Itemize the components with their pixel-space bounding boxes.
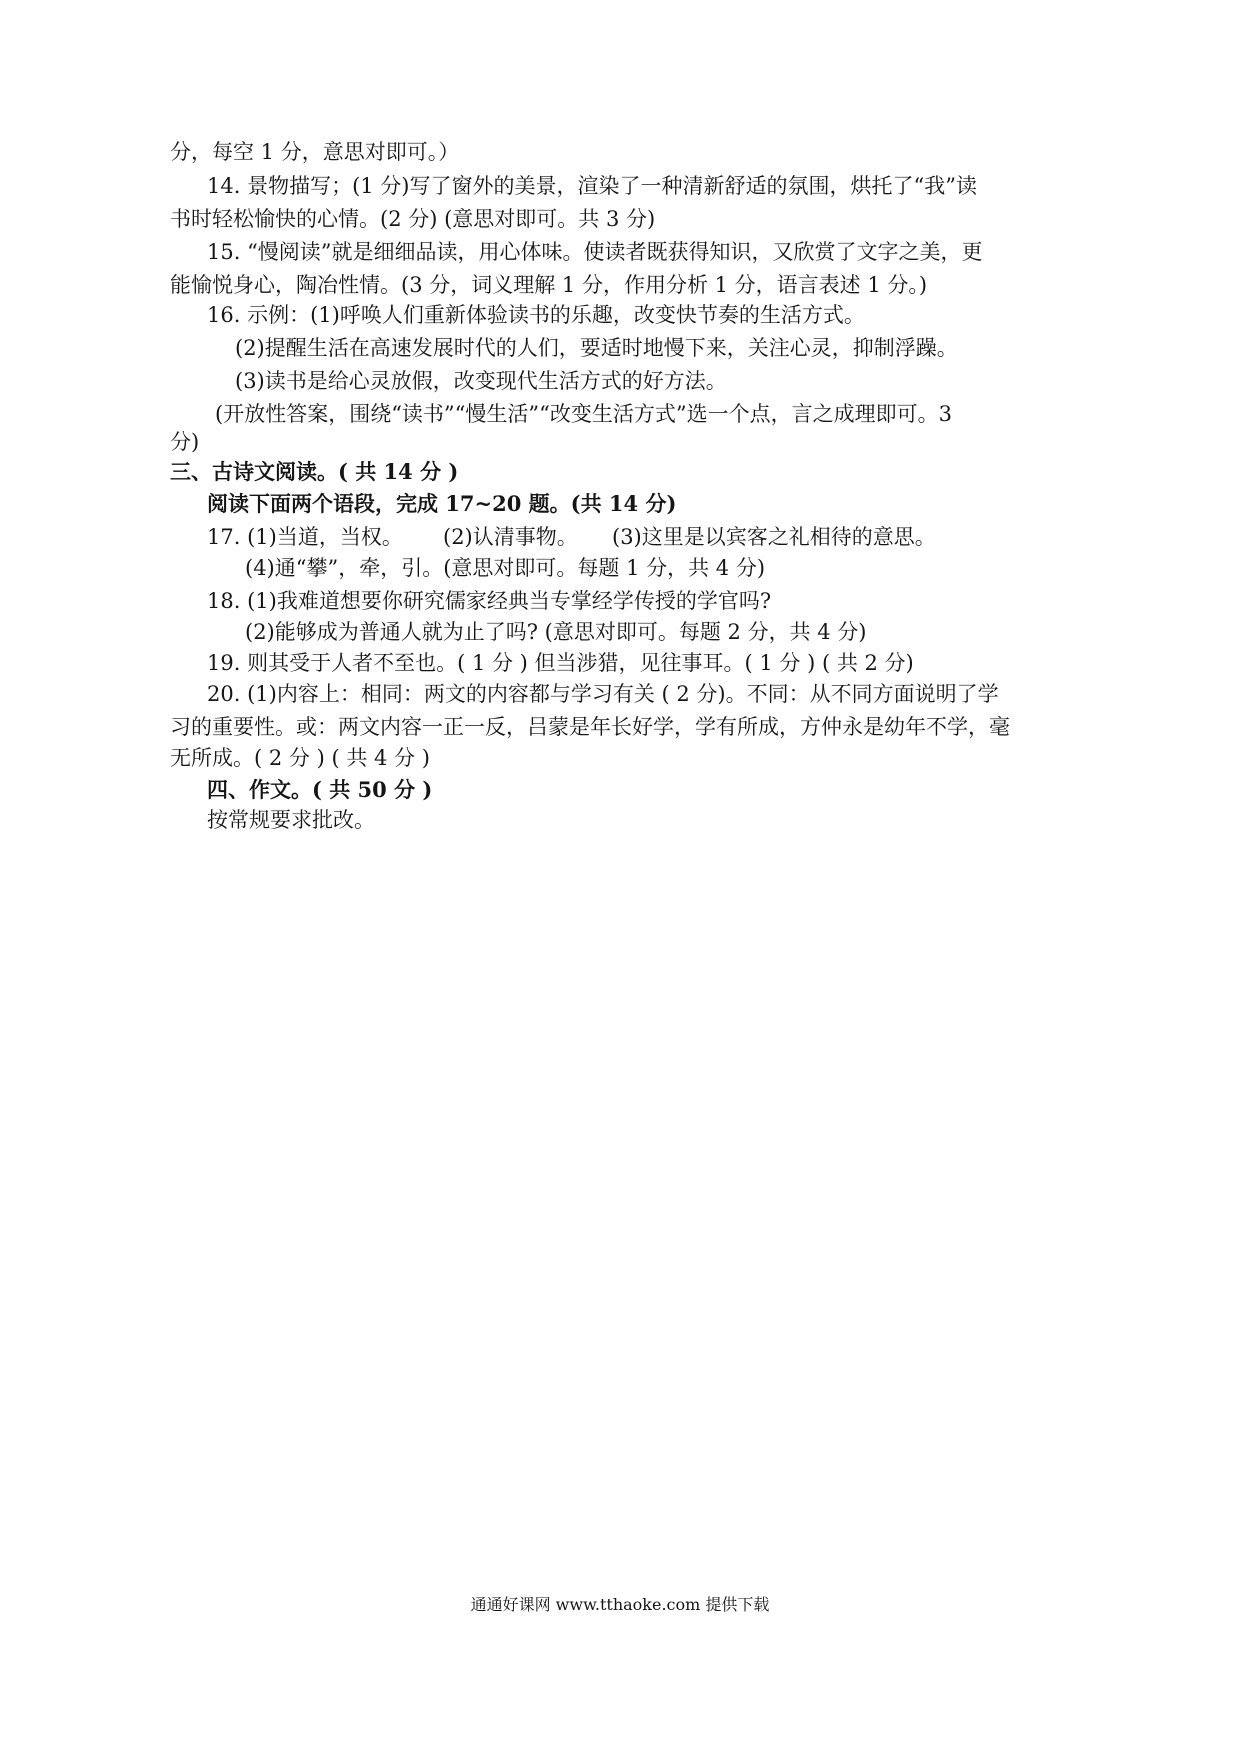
section-heading: 四、作文。( 共 50 分 ): [207, 777, 433, 802]
answer-line: 14. 景物描写；(1 分)写了窗外的美景，渲染了一种清新舒适的氛围，烘托了“我”读: [207, 174, 977, 198]
answer-line: 无所成。( 2 分 ) ( 共 4 分 ): [170, 746, 430, 770]
answer-line: 18. (1)我难道想要你研究儒家经典当专掌经学传授的学官吗?: [207, 589, 772, 613]
answer-line: (开放性答案，围绕“读书”“慢生活”“改变生活方式”选一个点，言之成理即可。3: [215, 402, 952, 426]
answer-line: 19. 则其受于人者不至也。( 1 分 ) 但当涉猎，见往事耳。( 1 分 ) ( 共 2 分): [207, 651, 914, 675]
answer-line: (2)提醒生活在高速发展时代的人们，要适时地慢下来，关注心灵，抑制浮躁。: [235, 336, 958, 360]
answer-line: (4)通“攀”，牵，引。(意思对即可。每题 1 分，共 4 分): [245, 556, 766, 580]
answer-line: 习的重要性。或：两文内容一正一反，吕蒙是年长好学，学有所成，方仲永是幼年不学，毫: [170, 715, 1010, 739]
answer-line: (3)读书是给心灵放假，改变现代生活方式的好方法。: [235, 369, 727, 393]
answer-line: 分): [170, 430, 200, 454]
answer-line: 书时轻松愉快的心情。(2 分) (意思对即可。共 3 分): [170, 207, 656, 231]
answer-line: 能愉悦身心，陶冶性情。(3 分，词义理解 1 分，作用分析 1 分，语言表述 1 分。): [170, 273, 928, 297]
page-footer: 通通好课网 www.tthaoke.com 提供下载: [470, 1595, 770, 1614]
section-heading: 三、古诗文阅读。( 共 14 分 ): [170, 459, 459, 484]
answer-line: 20. (1)内容上：相同：两文的内容都与学习有关 ( 2 分)。不同：从不同方面说明了学: [207, 682, 999, 706]
answer-line: 分，每空 1 分，意思对即可。）: [170, 140, 460, 164]
answer-line: 16. 示例：(1)呼唤人们重新体验读书的乐趣，改变快节奏的生活方式。: [207, 303, 865, 327]
answer-line: 17. (1)当道，当权。: [207, 525, 403, 549]
answer-line: 按常规要求批改。: [207, 808, 375, 832]
answer-line: (3)这里是以宾客之礼相待的意思。: [612, 525, 936, 549]
answer-line: (2)认清事物。: [443, 525, 578, 549]
answer-line: 15. “慢阅读”就是细细品读，用心体味。使读者既获得知识，又欣赏了文字之美，更: [207, 240, 983, 264]
section-instruction: 阅读下面两个语段，完成 17~20 题。(共 14 分): [207, 491, 677, 516]
answer-line: (2)能够成为普通人就为止了吗? (意思对即可。每题 2 分，共 4 分): [245, 620, 867, 644]
